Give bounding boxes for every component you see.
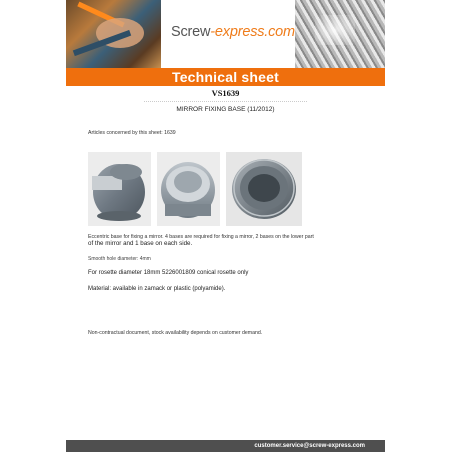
product-photo-top	[157, 152, 220, 226]
articles-text: Articles concerned by this sheet: 1639	[88, 130, 176, 136]
footer-bar	[66, 440, 385, 452]
brand-logo	[171, 24, 295, 40]
material-text: Material: available in zamack or plastic (polyamide).	[88, 286, 226, 292]
divider	[144, 101, 307, 102]
customer-service-email[interactable]: customer.service@screw-express.com	[254, 443, 365, 449]
product-photo-side	[88, 152, 151, 226]
technical-sheet	[66, 0, 385, 452]
rosette-text: For rosette diameter 18mm 5226001809 conical rosette only	[88, 270, 249, 276]
description-line-2: of the mirror and 1 base on each side.	[88, 240, 193, 247]
logo-screw-text: Screw	[171, 24, 211, 40]
product-reference: VS1639	[211, 88, 240, 98]
screws-photo	[295, 0, 385, 68]
product-subtitle: MIRROR FIXING BASE (11/2012)	[176, 106, 275, 113]
header-banner	[66, 0, 385, 68]
page-title: Technical sheet	[66, 68, 385, 86]
description-line-1: Eccentric base for fixing a mirror. 4 bases are required for fixing a mirror, 2 bases on the lower part	[88, 234, 314, 240]
hole-diameter-text: Smooth hole diameter: 4mm	[88, 256, 151, 262]
product-photo-angle	[226, 152, 302, 226]
logo-express-text: -express.com	[210, 24, 295, 40]
disclaimer-text: Non-contractual document, stock availability depends on customer demand.	[88, 330, 263, 336]
logo-area	[161, 0, 295, 68]
product-photos	[88, 152, 368, 226]
tools-photo	[66, 0, 161, 68]
